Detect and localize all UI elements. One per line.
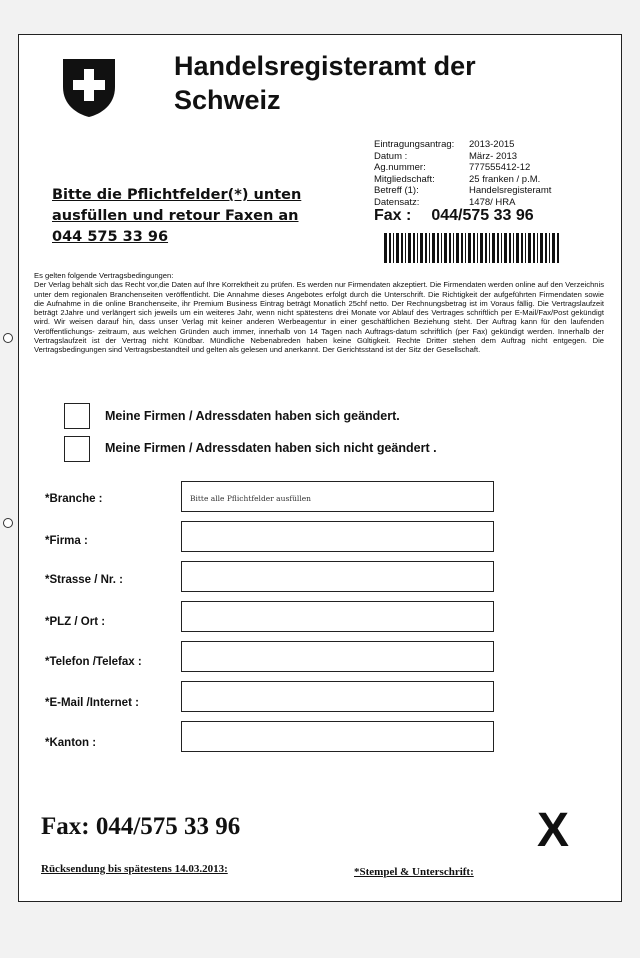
- punch-hole-bottom: [3, 518, 13, 528]
- fax-label: Fax :: [374, 207, 412, 224]
- title-line-1: Handelsregisteramt der: [174, 51, 476, 81]
- stamp-signature-label: *Stempel & Unterschrift:: [354, 866, 474, 878]
- field-label-kanton: *Kanton :: [45, 737, 97, 749]
- instruction-line-1: Bitte die Pflichtfelder(*) unten: [52, 187, 302, 203]
- meta-row: [374, 162, 579, 174]
- page-title: [174, 49, 476, 117]
- meta-value: 2013-2015: [469, 139, 515, 150]
- plz-ort-field[interactable]: [181, 601, 494, 632]
- field-label-branche: *Branche :: [45, 493, 103, 505]
- fax-number-header: [374, 207, 534, 225]
- branche-placeholder: Bitte alle Pflichtfelder ausfüllen: [190, 494, 311, 503]
- fax-number-footer: Fax: 044/575 33 96: [41, 813, 241, 840]
- checkbox-data-changed[interactable]: [64, 403, 90, 429]
- fax-number: 044/575 33 96: [431, 207, 534, 224]
- checkbox-label-changed: Meine Firmen / Adressdaten haben sich geändert.: [105, 409, 400, 423]
- return-deadline: Rücksendung bis spätestens 14.03.2013:: [41, 863, 228, 875]
- instruction-text: [52, 185, 301, 248]
- barcode-icon: [384, 233, 559, 263]
- checkbox-data-unchanged[interactable]: [64, 436, 90, 462]
- swiss-cross-shield-icon: [61, 57, 117, 119]
- meta-value: 1478/ HRA: [469, 196, 516, 208]
- meta-key: Datensatz:: [374, 196, 420, 208]
- meta-row: [374, 185, 579, 197]
- terms-body: Der Verlag behält sich das Recht vor,die Daten auf Ihre Korrektheit zu prüfen. Es werden nur Firmendaten akzeptiert. Die Firmendaten werden online auf den Verzeichnis unter dem regionalen Branchenseiten veröffentlicht. Die Annahme dieses Angebotes erfolgt durch die Unterschrift. Die Richtigkeit der aufgeführten Firmendaten sowie die Aufnahme in die online Branchenseite, ihr Premium Business Eintrag beträgt Monatlich 25chf netto. Der Rechnungsbetrag ist im Voraus fällig. Die Vertragslaufzeit beträgt 2Jahre und verlängert sich jeweils um ein weiteres Jahr, wenn nicht spätestens drei Monate vor Ablauf des Vertrages schriftlich per E-Mail/Fax/Post gekündigt wird. Wir weisen darauf hin, dass unser Verlag mit keiner anderen Werbeagentur in einer geschäftlichen Beziehung steht. Der Auftrag kann für den laufenden Veröffentlichungs- zeitraum, aus welchen Gründen auch immer, innerhalb von 14 Tagen nach Auftrags-datum schriftlich (per Fax) gekündigt werden. Innerhalb der Vertragslaufzeit ist der Vertrag nicht Kündbar. Mündliche Nebenabreden haben keine Gültigkeit. Rechte Dritter stehen dem Auftrag nicht entgegen. Die Vertragsbedingungen sind Vertragsbestandteil und gelten als gelesen und anerkannt. Der Gerichtsstand ist der Sitz der Gesellschaft.: [34, 280, 604, 355]
- firma-field[interactable]: [181, 521, 494, 552]
- meta-value: 777555412-12: [469, 162, 531, 173]
- kanton-field[interactable]: [181, 721, 494, 752]
- punch-hole-top: [3, 333, 13, 343]
- meta-row: [374, 151, 579, 163]
- email-field[interactable]: [181, 681, 494, 712]
- telefon-field[interactable]: [181, 641, 494, 672]
- field-label-plz-ort: *PLZ / Ort :: [45, 616, 106, 628]
- contract-terms: [34, 271, 604, 355]
- field-label-strasse: *Strasse / Nr. :: [45, 574, 123, 586]
- instruction-line-3: 044 575 33 96: [52, 229, 169, 245]
- meta-row: [374, 139, 579, 151]
- field-label-email: *E-Mail /Internet :: [45, 697, 139, 709]
- meta-key: Eintragungsantrag:: [374, 139, 455, 150]
- signature-x-mark: X: [537, 804, 570, 857]
- checkbox-label-unchanged: Meine Firmen / Adressdaten haben sich nicht geändert .: [105, 441, 437, 455]
- field-label-firma: *Firma :: [45, 535, 88, 547]
- meta-table: [374, 139, 579, 208]
- title-line-2: Schweiz: [174, 85, 281, 115]
- meta-key: Ag.nummer:: [374, 162, 426, 173]
- branche-field[interactable]: [181, 481, 494, 512]
- terms-intro: Es gelten folgende Vertragsbedingungen:: [34, 271, 174, 280]
- meta-key: Betreff (1):: [374, 185, 419, 196]
- meta-key: Datum :: [374, 150, 408, 162]
- field-label-telefon: *Telefon /Telefax :: [45, 656, 142, 668]
- strasse-field[interactable]: [181, 561, 494, 592]
- fax-form-page: [18, 34, 622, 902]
- meta-value: 25 franken / p.M.: [469, 173, 541, 185]
- meta-key: Mitgliedschaft:: [374, 173, 435, 185]
- meta-row: [374, 174, 579, 186]
- meta-value: Handelsregisteramt: [469, 185, 552, 196]
- instruction-line-2: ausfüllen und retour Faxen an: [52, 208, 299, 224]
- meta-value: März- 2013: [469, 150, 518, 162]
